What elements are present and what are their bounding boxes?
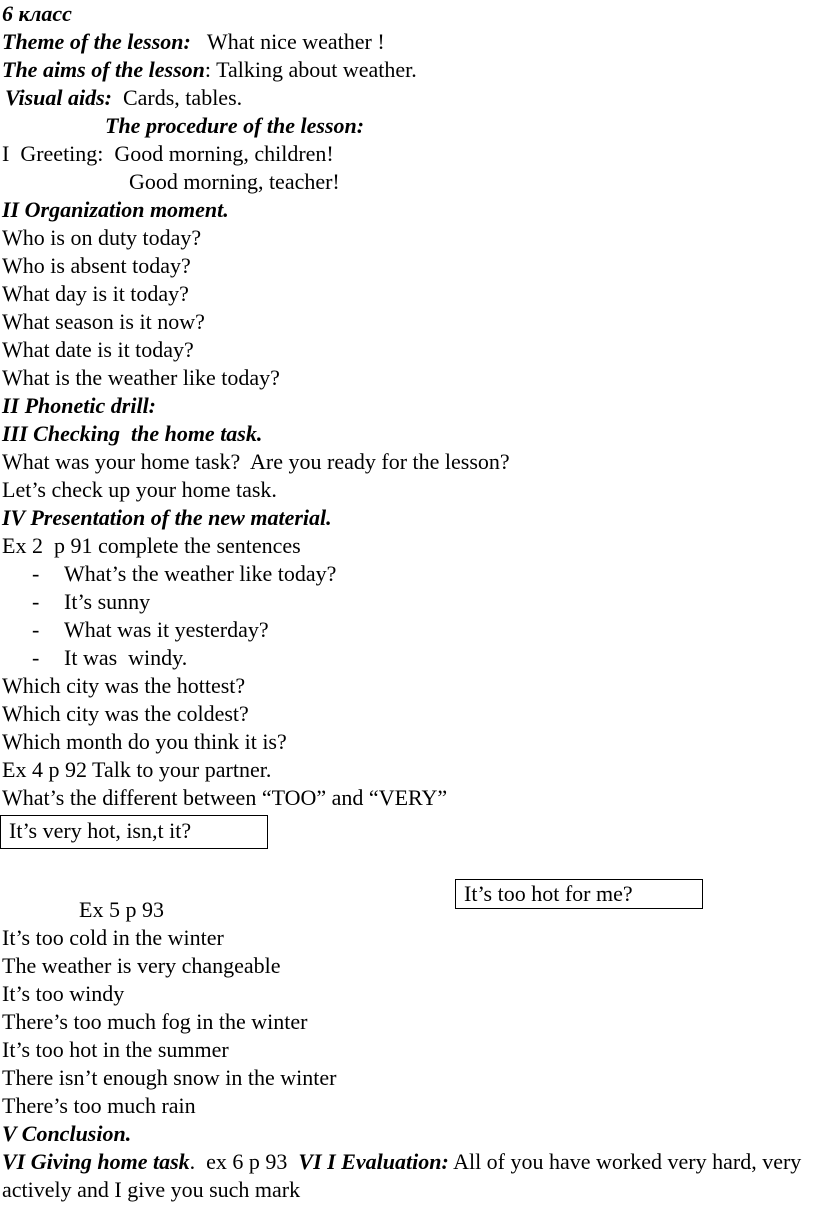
organization-question: Who is on duty today? (2, 225, 202, 250)
class-label: 6 класс (2, 1, 72, 26)
theme-line (2, 28, 812, 56)
checking-title: III Checking the home task. (2, 421, 263, 446)
phonetic-title: II Phonetic drill: (2, 393, 157, 418)
organization-question: What day is it today? (2, 281, 189, 306)
bullet-item (2, 644, 812, 672)
lesson-plan-document (2, 0, 812, 1204)
procedure-title: The procedure of the lesson: (105, 113, 365, 138)
theme-value: What nice weather ! (190, 29, 385, 54)
organization-question: What is the weather like today? (2, 365, 280, 390)
ex5-sentence: It’s too windy (2, 981, 125, 1006)
greeting-line-2: Good morning, teacher! (129, 169, 340, 194)
aims-label: The aims of the lesson (2, 57, 205, 82)
home-task-text: . ex 6 p 93 (189, 1149, 299, 1174)
visual-aids-label: Visual aids: (5, 85, 112, 110)
ex5-sentence: There’s too much fog in the winter (2, 1009, 308, 1034)
dash-marker: - (32, 617, 40, 642)
organization-question: Who is absent today? (2, 253, 191, 278)
bullet-text: What was it yesterday? (64, 617, 269, 642)
bullet-item (2, 588, 812, 616)
presentation-question: Which month do you think it is? (2, 729, 287, 754)
ex5-sentence: It’s too hot in the summer (2, 1037, 229, 1062)
visual-aids-value: Cards, tables. (111, 85, 243, 110)
bullet-text: What’s the weather like today? (64, 561, 337, 586)
presentation-question: What’s the different between “TOO” and “VERY” (2, 785, 448, 810)
evaluation-text: All of you have worked very hard, very actively and I give you such mark (2, 1149, 802, 1202)
very-example-box: It’s very hot, isn,t it? (0, 815, 268, 849)
evaluation-label: VI I Evaluation: (298, 1149, 449, 1174)
presentation-question: Ex 4 p 92 Talk to your partner. (2, 757, 272, 782)
too-example-box: It’s too hot for me? (455, 879, 703, 909)
organization-title: II Organization moment. (2, 197, 229, 222)
organization-question: What date is it today? (2, 337, 194, 362)
conclusion-title: V Conclusion. (2, 1121, 132, 1146)
ex5-line: Ex 5 p 93 (79, 897, 164, 922)
checking-line-1: What was your home task? Are you ready for the lesson? (2, 449, 510, 474)
organization-question: What season is it now? (2, 309, 205, 334)
dash-marker: - (32, 645, 40, 670)
bullet-item (2, 560, 812, 588)
ex5-sentence: It’s too cold in the winter (2, 925, 224, 950)
bullet-item (2, 616, 812, 644)
visual-aids-line (2, 84, 812, 112)
dash-marker: - (32, 589, 40, 614)
presentation-title: IV Presentation of the new material. (2, 505, 332, 530)
ex5-sentence: The weather is very changeable (2, 953, 281, 978)
presentation-question: Which city was the coldest? (2, 701, 249, 726)
checking-line-2: Let’s check up your home task. (2, 477, 277, 502)
aims-line (2, 56, 812, 84)
ex5-sentence: There isn’t enough snow in the winter (2, 1065, 337, 1090)
theme-label: Theme of the lesson: (2, 29, 191, 54)
ex5-sentence: There’s too much rain (2, 1093, 196, 1118)
dash-marker: - (32, 561, 40, 586)
bullet-text: It’s sunny (64, 589, 151, 614)
bullet-text: It was windy. (64, 645, 188, 670)
presentation-question: Which city was the hottest? (2, 673, 246, 698)
ex2-line: Ex 2 p 91 complete the sentences (2, 533, 301, 558)
home-task-paragraph (2, 1148, 802, 1204)
greeting-line-1: I Greeting: Good morning, children! (2, 141, 334, 166)
home-task-title: VI Giving home task (2, 1149, 190, 1174)
aims-value: : Talking about weather. (204, 57, 417, 82)
